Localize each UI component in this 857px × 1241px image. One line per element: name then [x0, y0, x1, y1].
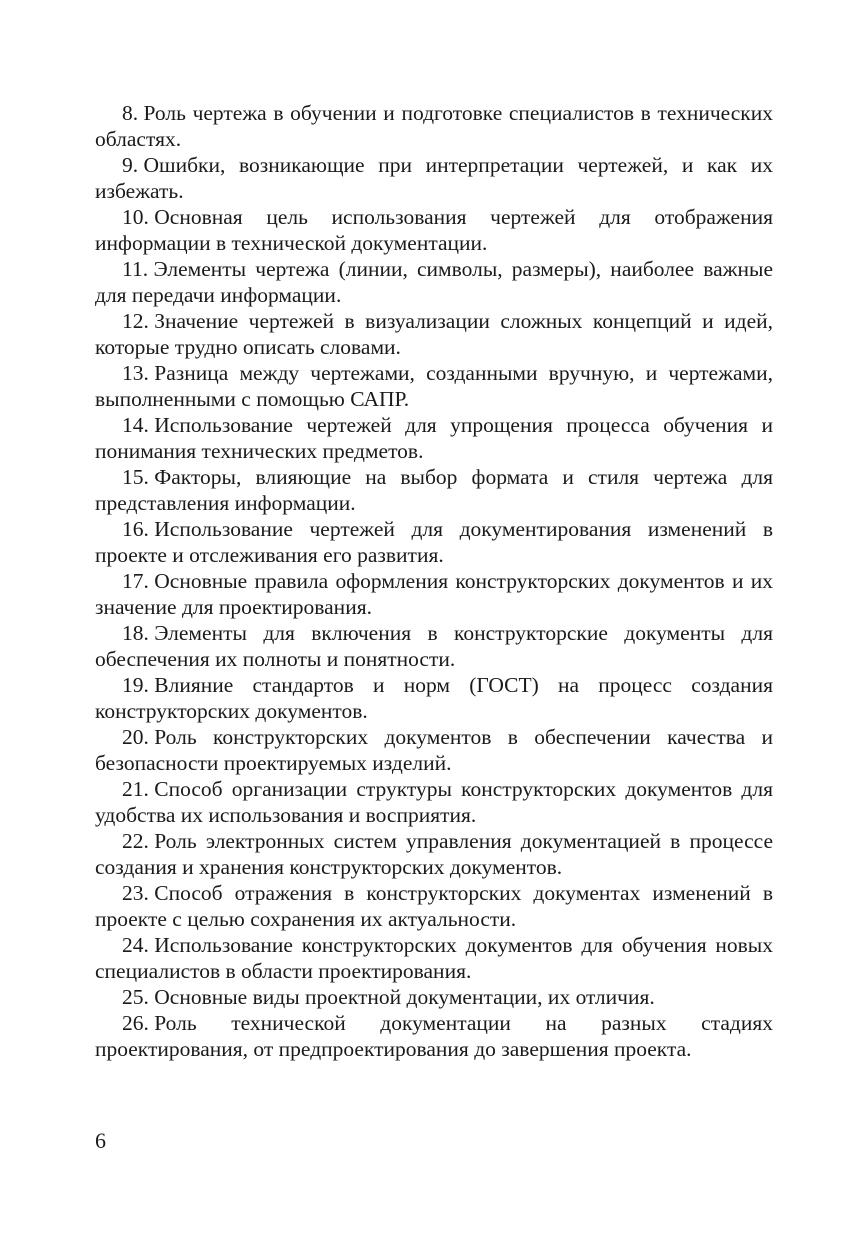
item-number: 21. [122, 777, 149, 801]
list-item [95, 932, 773, 984]
item-number: 17. [122, 569, 149, 593]
list-item [95, 516, 773, 568]
item-text: Способ отражения в конструкторских документах изменений в проекте с целью сохранения их актуальности. [95, 881, 773, 931]
item-text: Основные виды проектной документации, их отличия. [154, 985, 655, 1009]
list-item [95, 568, 773, 620]
item-number: 19. [122, 673, 149, 697]
item-text: Основные правила оформления конструкторских документов и их значение для проектирования. [95, 569, 773, 619]
item-text: Роль технической документации на разных стадиях проектирования, от предпроектирования до завершения проекта. [95, 1011, 773, 1061]
item-number: 22. [122, 829, 149, 853]
list-item [95, 880, 773, 932]
item-number: 11. [122, 257, 149, 281]
item-text: Влияние стандартов и норм (ГОСТ) на процесс создания конструкторских документов. [95, 673, 773, 723]
list-item [95, 412, 773, 464]
list-item [95, 672, 773, 724]
item-text: Использование чертежей для упрощения процесса обучения и понимания технических предметов. [95, 413, 773, 463]
list-item [95, 152, 773, 204]
item-text: Использование чертежей для документирования изменений в проекте и отслеживания его развития. [95, 517, 773, 567]
item-text: Факторы, влияющие на выбор формата и стиля чертежа для представления информации. [95, 465, 773, 515]
item-text: Значение чертежей в визуализации сложных концепций и идей, которые трудно описать словами. [95, 309, 773, 359]
item-text: Роль чертежа в обучении и подготовке специалистов в технических областях. [95, 101, 773, 151]
item-text: Основная цель использования чертежей для отображения информации в технической документации. [95, 205, 773, 255]
item-number: 14. [122, 413, 149, 437]
item-text: Разница между чертежами, созданными вручную, и чертежами, выполненными с помощью САПР. [95, 361, 773, 411]
list-item [95, 724, 773, 776]
item-number: 20. [122, 725, 149, 749]
item-number: 26. [122, 1011, 149, 1035]
list-item [95, 828, 773, 880]
item-number: 23. [122, 881, 149, 905]
item-number: 18. [122, 621, 149, 645]
item-number: 8. [122, 101, 139, 125]
question-list [95, 100, 773, 1062]
item-number: 13. [122, 361, 149, 385]
list-item [95, 256, 773, 308]
item-text: Ошибки, возникающие при интерпретации чертежей, и как их избежать. [95, 153, 773, 203]
item-number: 15. [122, 465, 149, 489]
item-text: Способ организации структуры конструкторских документов для удобства их использования и восприятия. [95, 777, 773, 827]
item-number: 9. [122, 153, 139, 177]
list-item [95, 360, 773, 412]
list-item [95, 1010, 773, 1062]
list-item [95, 204, 773, 256]
item-text: Элементы чертежа (линии, символы, размеры), наиболее важные для передачи информации. [95, 257, 773, 307]
list-item [95, 464, 773, 516]
list-item [95, 100, 773, 152]
list-item [95, 776, 773, 828]
list-item [95, 984, 773, 1010]
item-text: Роль конструкторских документов в обеспечении качества и безопасности проектируемых изделий. [95, 725, 773, 775]
item-number: 12. [122, 309, 149, 333]
item-number: 24. [122, 933, 149, 957]
item-text: Использование конструкторских документов для обучения новых специалистов в области проектирования. [95, 933, 773, 983]
list-item [95, 620, 773, 672]
list-item [95, 308, 773, 360]
item-number: 25. [122, 985, 149, 1009]
item-number: 16. [122, 517, 149, 541]
item-text: Элементы для включения в конструкторские документы для обеспечения их полноты и понятности. [95, 621, 773, 671]
item-number: 10. [122, 205, 149, 229]
page-number: 6 [95, 1128, 106, 1153]
item-text: Роль электронных систем управления документацией в процессе создания и хранения конструкторских документов. [95, 829, 773, 879]
